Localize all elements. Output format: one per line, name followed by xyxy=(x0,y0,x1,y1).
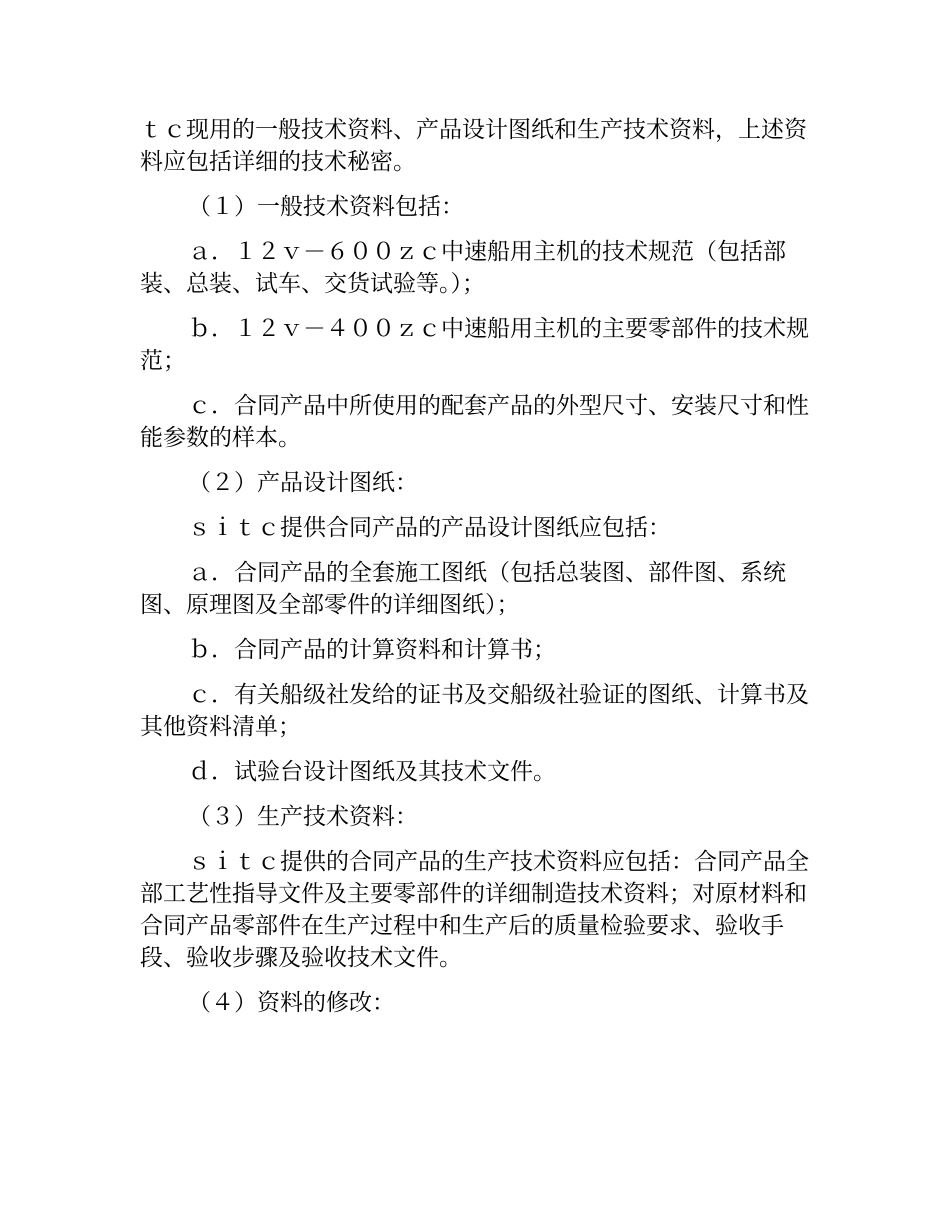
document-body xyxy=(140,114,812,1032)
list-item-d-test-bench-drawings: ｄ．试验台设计图纸及其技术文件。 xyxy=(188,759,556,785)
heading-data-modification: （４）资料的修改： xyxy=(188,990,395,1016)
list-item-a-specification-600: ａ．１２ｖ－６００ｚｃ中速船用主机的技术规范（包括部装、总装、试车、交货试验等。）； xyxy=(140,239,786,297)
list-item-b-calculation-data: ｂ．合同产品的计算资料和计算书； xyxy=(188,637,556,663)
heading-production-technical-data: （３）生产技术资料： xyxy=(188,804,418,830)
list-item-a-construction-drawings: ａ．合同产品的全套施工图纸（包括总装图、部件图、系统图、原理图及全部零件的详细图纸）； xyxy=(140,560,786,618)
heading-product-design-drawings: （２）产品设计图纸： xyxy=(188,470,418,496)
heading-general-technical-data: （１）一般技术资料包括： xyxy=(188,194,464,220)
list-item-b-specification-400: ｂ．１２ｖ－４００ｚｃ中速船用主机的主要零部件的技术规范； xyxy=(140,316,809,374)
list-item-c-classification-certificates: ｃ．有关船级社发给的证书及交船级社验证的图纸、计算书及其他资料清单； xyxy=(140,682,809,740)
paragraph-production-data-details: ｓｉｔｃ提供的合同产品的生产技术资料应包括：合同产品全部工艺性指导文件及主要零部件的详细制造技术资料；对原材料和合同产品零部件在生产过程中和生产后的质量检验要求、验收手段、验收步骤及验收技术文件。 xyxy=(140,849,809,971)
list-item-c-supporting-samples: ｃ．合同产品中所使用的配套产品的外型尺寸、安装尺寸和性能参数的样本。 xyxy=(140,393,809,451)
paragraph-continuation: ｔｃ现用的一般技术资料、产品设计图纸和生产技术资料，上述资料应包括详细的技术秘密。 xyxy=(140,117,807,175)
paragraph-drawings-intro: ｓｉｔｃ提供合同产品的产品设计图纸应包括： xyxy=(188,515,671,541)
